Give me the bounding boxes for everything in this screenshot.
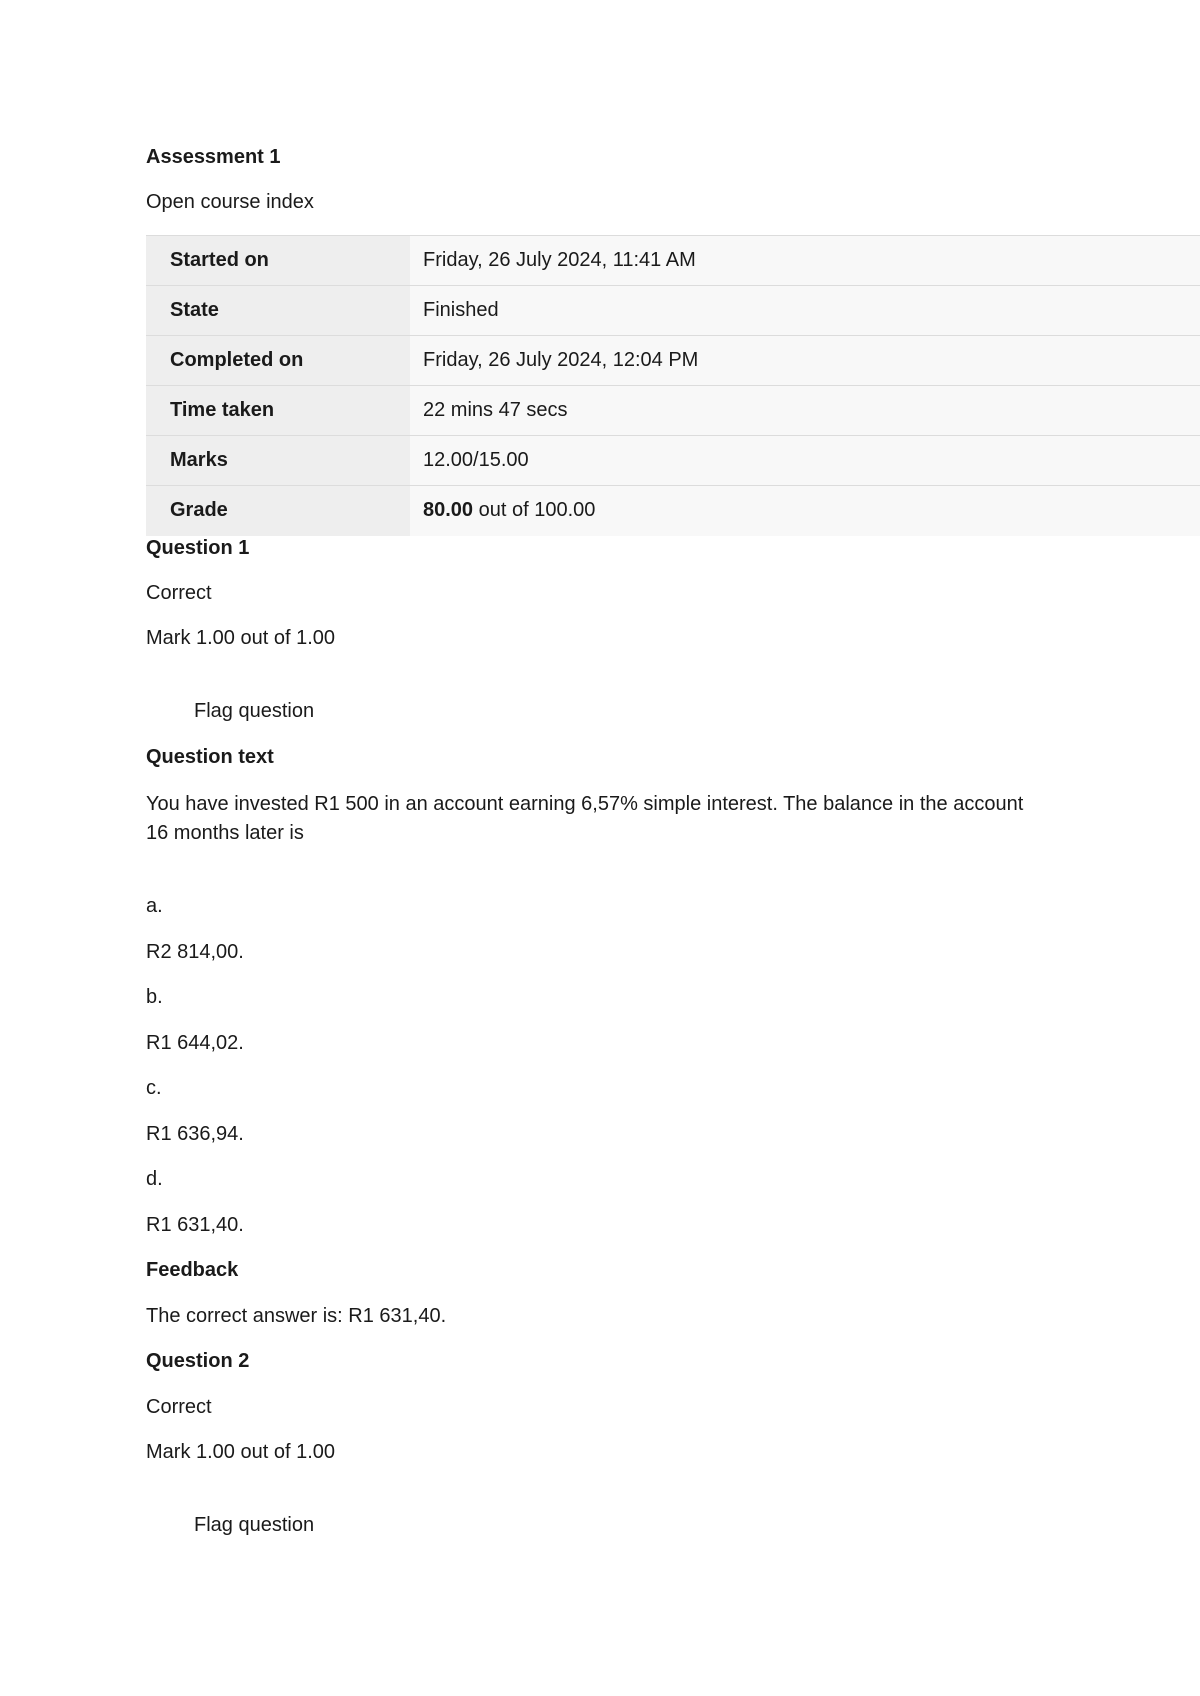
time-taken-label: Time taken [146,386,410,436]
page-title: Assessment 1 [146,146,281,168]
table-row [146,436,1200,486]
option-d-letter: d. [146,1168,163,1190]
question-1-text: You have invested R1 500 in an account earning 6,57% simple interest. The balance in the account 16 months later is [146,793,1024,844]
feedback-heading: Feedback [146,1259,239,1281]
marks-value: 12.00/15.00 [410,436,1200,486]
feedback-text: The correct answer is: R1 631,40. [146,1305,447,1327]
option-a-letter: a. [146,895,163,917]
time-taken-value: 22 mins 47 secs [410,386,1200,436]
grade-label: Grade [146,486,410,536]
option-d-answer[interactable]: R1 631,40. [146,1214,244,1236]
grade-value [410,486,1200,536]
question-2-mark: Mark 1.00 out of 1.00 [146,1441,336,1463]
table-row [146,236,1200,286]
attempt-summary-table [146,235,1200,536]
completed-on-value: Friday, 26 July 2024, 12:04 PM [410,336,1200,386]
question-2-title: Question 2 [146,1350,250,1372]
open-course-index-link[interactable]: Open course index [146,191,314,213]
table-row [146,486,1200,536]
option-a-answer[interactable]: R2 814,00. [146,941,244,963]
grade-suffix: out of 100.00 [473,499,596,522]
table-row [146,386,1200,436]
grade-score: 80.00 [423,499,474,522]
question-2-flag-button[interactable]: Flag question [194,1514,315,1536]
started-on-label: Started on [146,236,410,286]
option-b-answer[interactable]: R1 644,02. [146,1032,244,1054]
completed-on-label: Completed on [146,336,410,386]
state-label: State [146,286,410,336]
table-row [146,286,1200,336]
table-row [146,336,1200,386]
marks-label: Marks [146,436,410,486]
option-b-letter: b. [146,986,163,1008]
question-1-text-heading: Question text [146,746,274,768]
question-1-mark: Mark 1.00 out of 1.00 [146,627,336,649]
question-2-status: Correct [146,1396,212,1418]
started-on-value: Friday, 26 July 2024, 11:41 AM [410,236,1200,286]
question-1-title: Question 1 [146,537,250,559]
option-c-letter: c. [146,1077,162,1099]
state-value: Finished [410,286,1200,336]
option-c-answer[interactable]: R1 636,94. [146,1123,244,1145]
question-1-status: Correct [146,582,212,604]
question-1-flag-button[interactable]: Flag question [194,700,315,722]
